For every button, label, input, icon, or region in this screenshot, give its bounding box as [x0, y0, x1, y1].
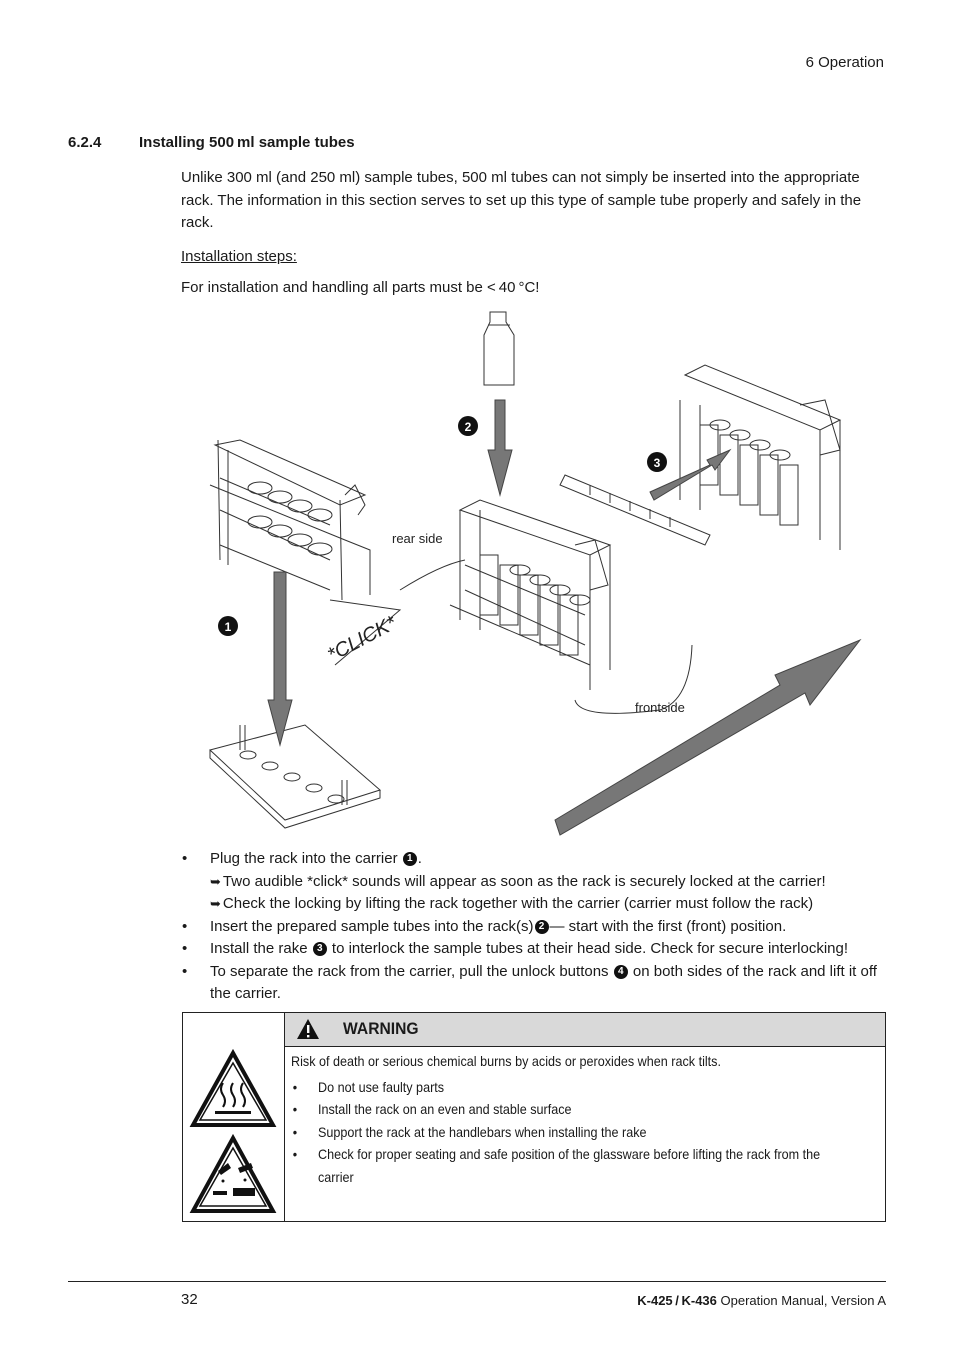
section-title: Installing 500 ml sample tubes [139, 134, 355, 151]
warning-items [291, 1076, 849, 1189]
temperature-note: For installation and handling all parts must be < 40 °C! [181, 279, 540, 296]
warning-header [285, 1013, 885, 1047]
figure-badge-1: 1 [224, 620, 232, 634]
warning-title: WARNING [343, 1019, 419, 1038]
frontside-label: frontside [635, 700, 685, 715]
step-1-result-1: ➥ Two audible *click* sounds will appear as soon as the rack is securely locked at the carrier! [210, 872, 826, 890]
steps-label: Installation steps: [181, 248, 297, 265]
figure-badge-3: 3 [653, 456, 661, 470]
warning-triangle-icon [296, 1018, 320, 1040]
rake-illustration [560, 475, 710, 545]
step-2: • Insert the prepared sample tubes into the rack(s) 2 — start with the first (front) position. [181, 916, 886, 939]
warning-item: • Do not use faulty parts [291, 1076, 849, 1099]
badge-1: 1 [403, 852, 417, 866]
step-3: • Install the rake 3 to interlock the sample tubes at their head side. Check for secure interlocking! [181, 938, 886, 961]
warning-item: • Check for proper seating and safe position of the glassware before lifting the rack from the carrier [291, 1143, 849, 1188]
step-4: • To separate the rack from the carrier, pull the unlock buttons 4 on both sides of the rack and lift it off the carrier. [181, 961, 886, 1006]
warning-item: • Support the rack at the handlebars when installing the rake [291, 1121, 849, 1144]
manual-title: K-425 / K-436 Operation Manual, Version A [637, 1293, 886, 1308]
installation-steps [181, 848, 886, 1006]
badge-2: 2 [535, 920, 549, 934]
footer-rule [68, 1281, 886, 1282]
badge-4: 4 [614, 965, 628, 979]
step-1-result-2: ➥ Check the locking by lifting the rack together with the carrier (carrier must follow the rack) [210, 895, 814, 912]
warning-text: Risk of death or serious chemical burns by acids or peroxides when rack tilts. [291, 1053, 721, 1069]
intro-paragraph: Unlike 300 ml (and 250 ml) sample tubes, 500 ml tubes can not simply be inserted into the appropriate rack. The information in this section serves to set up this type of sample tube properly and safely in the rack. [181, 169, 862, 231]
carrier-illustration [210, 725, 380, 828]
figure-badge-2: 2 [464, 420, 472, 434]
sample-tube-illustration [484, 312, 514, 385]
warning-item: • Install the rack on an even and stable surface [291, 1098, 849, 1121]
arrow-down-1 [268, 572, 292, 745]
installation-figure [180, 300, 880, 845]
center-rack-illustration [400, 500, 692, 713]
right-rack-illustration [680, 365, 840, 550]
result-arrow-icon: ➥ [210, 896, 221, 911]
warning-symbols [183, 1013, 285, 1221]
corrosive-icon [193, 1138, 273, 1211]
warning-body [291, 1050, 849, 1188]
running-header: 6 Operation [805, 54, 884, 71]
badge-3: 3 [313, 942, 327, 956]
page-number: 32 [181, 1291, 198, 1308]
arrow-diagonal-large [555, 640, 860, 835]
result-arrow-icon: ➥ [210, 873, 221, 889]
arrow-down-2 [488, 400, 512, 495]
warning-box [182, 1012, 886, 1222]
rear-side-label: rear side [392, 531, 443, 546]
section-number: 6.2.4 [68, 134, 102, 151]
hot-surface-icon [193, 1053, 273, 1125]
step-1: • Plug the rack into the carrier 1 . ➥ Two audible *click* sounds will appear as soon as the rack is securely locked at the carrier! ➥ Check the locking by lifting the rack together with the carrier (carrier must follow the rack) [181, 848, 886, 916]
click-label: *CLICK* [324, 612, 401, 667]
